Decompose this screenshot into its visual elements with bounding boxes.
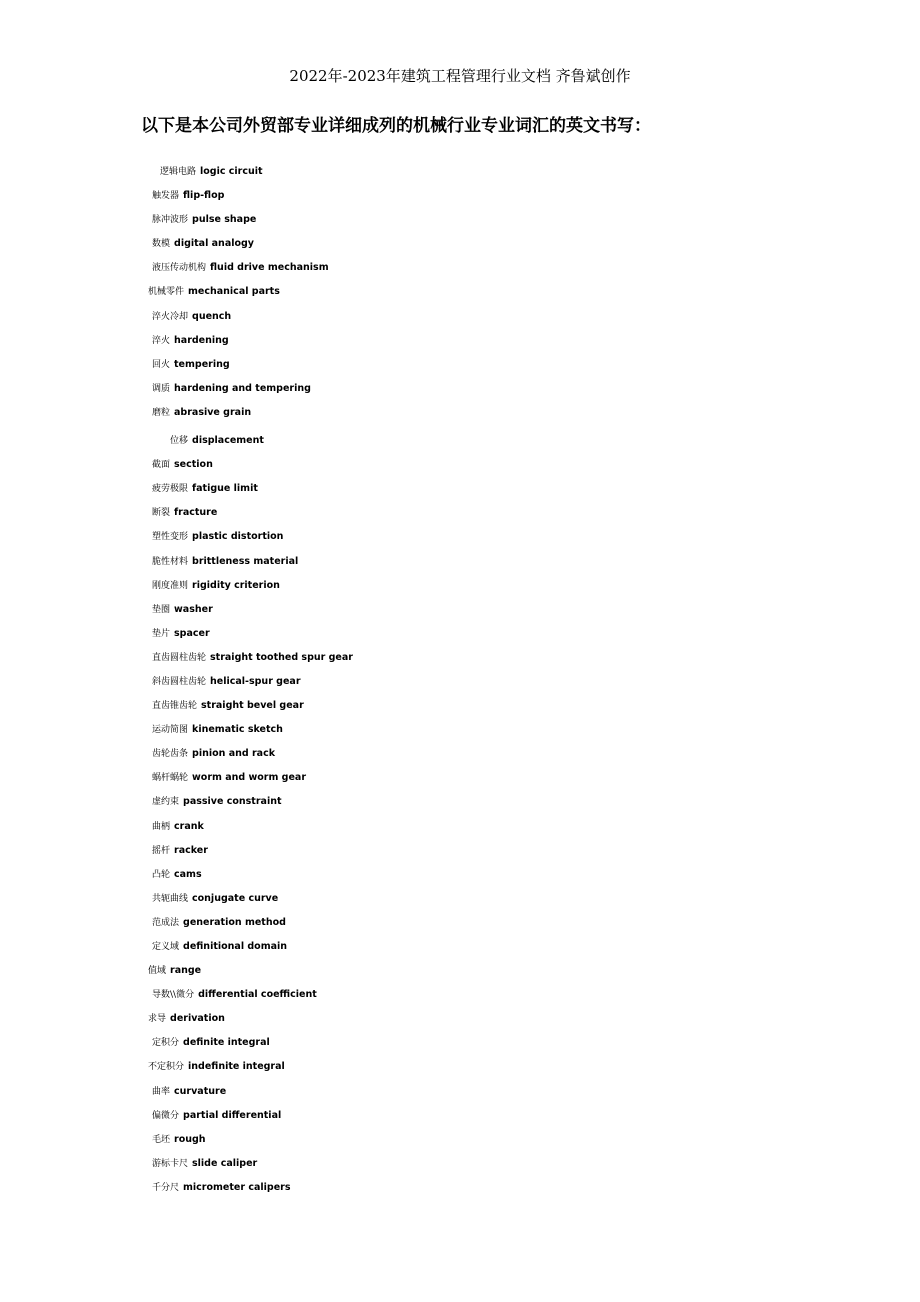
term-item: [0, 1129, 920, 1153]
term-item: [0, 378, 920, 402]
term-chinese: 偏微分: [152, 1110, 180, 1121]
term-english: definitional domain: [183, 941, 288, 952]
term-item: [0, 864, 920, 888]
term-chinese: 不定积分: [148, 1062, 185, 1073]
term-item: [0, 161, 920, 185]
term-item: [0, 599, 920, 623]
term-english: hardening and tempering: [174, 382, 311, 394]
term-chinese: 磨粒: [152, 407, 171, 418]
term-item: [0, 454, 920, 478]
term-english: digital analogy: [174, 238, 255, 250]
term-item: [0, 840, 920, 864]
term-english: displacement: [192, 435, 264, 447]
term-chinese: 脆性材料: [152, 556, 189, 567]
term-chinese: 疲劳极限: [152, 484, 189, 495]
term-english: spacer: [174, 627, 210, 639]
term-item: [0, 671, 920, 695]
term-item: [0, 623, 920, 647]
term-chinese: 定积分: [152, 1038, 180, 1049]
term-english: fatigue limit: [192, 483, 258, 495]
term-english: flip-flop: [183, 190, 225, 202]
term-item: [0, 1032, 920, 1056]
term-chinese: 位移: [170, 436, 189, 447]
term-chinese: 触发器: [152, 191, 180, 202]
term-english: section: [174, 459, 213, 471]
term-english: slide caliper: [192, 1157, 258, 1169]
term-english: definite integral: [183, 1037, 270, 1049]
term-chinese: 求导: [148, 1014, 167, 1025]
term-english: partial differential: [183, 1109, 282, 1121]
term-chinese: 刚度准则: [152, 580, 189, 591]
term-chinese: 运动简图: [152, 725, 189, 736]
term-chinese: 断裂: [152, 508, 171, 519]
term-chinese: 毛坯: [152, 1134, 171, 1145]
term-item: [0, 185, 920, 209]
term-chinese: 凸轮: [152, 869, 171, 880]
term-english: generation method: [183, 916, 286, 928]
term-english: range: [170, 965, 202, 977]
term-item: [0, 743, 920, 767]
term-chinese: 齿轮齿条: [152, 749, 189, 760]
term-item: [0, 1056, 920, 1080]
term-english: straight bevel gear: [201, 700, 304, 712]
term-english: curvature: [174, 1085, 227, 1097]
term-english: pulse shape: [192, 214, 257, 226]
term-chinese: 淬火: [152, 335, 171, 346]
term-chinese: 淬火冷却: [152, 311, 189, 322]
term-item: [0, 791, 920, 815]
term-item: [0, 330, 920, 354]
term-english: abrasive grain: [174, 406, 252, 418]
term-english: differential coefficient: [198, 989, 317, 1001]
term-english: fracture: [174, 507, 218, 519]
term-item: [0, 719, 920, 743]
term-english: racker: [174, 844, 208, 856]
term-item: [0, 912, 920, 936]
term-item: [0, 767, 920, 791]
term-item: [0, 478, 920, 502]
term-item: [0, 1177, 920, 1201]
term-english: tempering: [174, 358, 230, 370]
term-chinese: 范成法: [152, 917, 180, 928]
term-english: straight toothed spur gear: [210, 651, 353, 663]
term-chinese: 回火: [152, 359, 171, 370]
term-english: rough: [174, 1133, 206, 1145]
term-english: cams: [174, 868, 202, 880]
term-english: fluid drive mechanism: [210, 262, 329, 274]
term-english: helical-spur gear: [210, 675, 301, 687]
term-english: logic circuit: [200, 166, 263, 177]
term-item: [0, 354, 920, 378]
term-chinese: 逻辑电路: [160, 167, 197, 177]
term-chinese: 调质: [152, 383, 171, 394]
term-item: [0, 1081, 920, 1105]
term-chinese: 垫片: [152, 628, 171, 639]
term-item: [0, 1153, 920, 1177]
term-chinese: 直齿锥齿轮: [152, 701, 198, 712]
term-chinese: 数模: [152, 239, 171, 250]
term-english: rigidity criterion: [192, 579, 280, 591]
page-title: 以下是本公司外贸部专业详细成列的机械行业专业词汇的英文书写：: [141, 116, 651, 136]
term-item: [0, 695, 920, 719]
term-english: hardening: [174, 334, 229, 346]
term-english: mechanical parts: [188, 286, 280, 298]
term-chinese: 曲率: [152, 1086, 171, 1097]
term-chinese: 摇杆: [152, 845, 171, 856]
term-chinese: 机械零件: [148, 287, 185, 298]
document-header: 2022年-2023年建筑工程管理行业文档 齐鲁斌创作: [289, 67, 631, 85]
term-chinese: 定义域: [152, 942, 180, 952]
term-item: [0, 647, 920, 671]
term-item: [0, 281, 920, 305]
term-english: worm and worm gear: [192, 772, 307, 784]
term-item: [0, 888, 920, 912]
term-item: [0, 233, 920, 257]
term-list: [0, 161, 920, 1201]
term-chinese: 蜗杆蜗轮: [152, 773, 189, 784]
term-item: [0, 1105, 920, 1129]
term-chinese: 共轭曲线: [152, 893, 189, 904]
term-item: [0, 430, 920, 454]
term-english: brittleness material: [192, 555, 299, 567]
term-item: [0, 816, 920, 840]
term-english: micrometer calipers: [183, 1181, 291, 1193]
term-english: derivation: [170, 1013, 225, 1025]
term-english: conjugate curve: [192, 892, 279, 904]
term-english: washer: [174, 603, 213, 615]
term-item: [0, 209, 920, 233]
term-chinese: 斜齿圆柱齿轮: [152, 676, 207, 687]
term-chinese: 游标卡尺: [152, 1158, 189, 1169]
term-chinese: 塑性变形: [152, 532, 189, 543]
term-item: [0, 306, 920, 330]
term-chinese: 千分尺: [152, 1182, 180, 1193]
term-chinese: 导数\\微分: [152, 990, 195, 1001]
term-english: indefinite integral: [188, 1061, 285, 1073]
term-chinese: 截面: [152, 460, 171, 471]
term-item: [0, 551, 920, 575]
term-english: pinion and rack: [192, 748, 276, 760]
term-chinese: 垫圈: [152, 604, 171, 615]
term-item: [0, 502, 920, 526]
term-chinese: 值域: [148, 966, 167, 977]
term-item: [0, 936, 920, 960]
term-item: [0, 526, 920, 550]
term-english: plastic distortion: [192, 531, 284, 543]
term-english: passive constraint: [183, 796, 282, 808]
term-english: kinematic sketch: [192, 724, 283, 736]
term-chinese: 曲柄: [152, 821, 171, 832]
term-chinese: 脉冲波形: [152, 215, 189, 226]
term-chinese: 直齿圆柱齿轮: [152, 652, 207, 663]
term-item: [0, 1008, 920, 1032]
term-english: crank: [174, 820, 204, 832]
term-item: [0, 402, 920, 426]
term-chinese: 虚约束: [152, 797, 180, 808]
term-item: [0, 257, 920, 281]
term-item: [0, 575, 920, 599]
term-chinese: 液压传动机构: [152, 263, 207, 274]
term-item: [0, 960, 920, 984]
term-item: [0, 984, 920, 1008]
term-english: quench: [192, 310, 232, 322]
